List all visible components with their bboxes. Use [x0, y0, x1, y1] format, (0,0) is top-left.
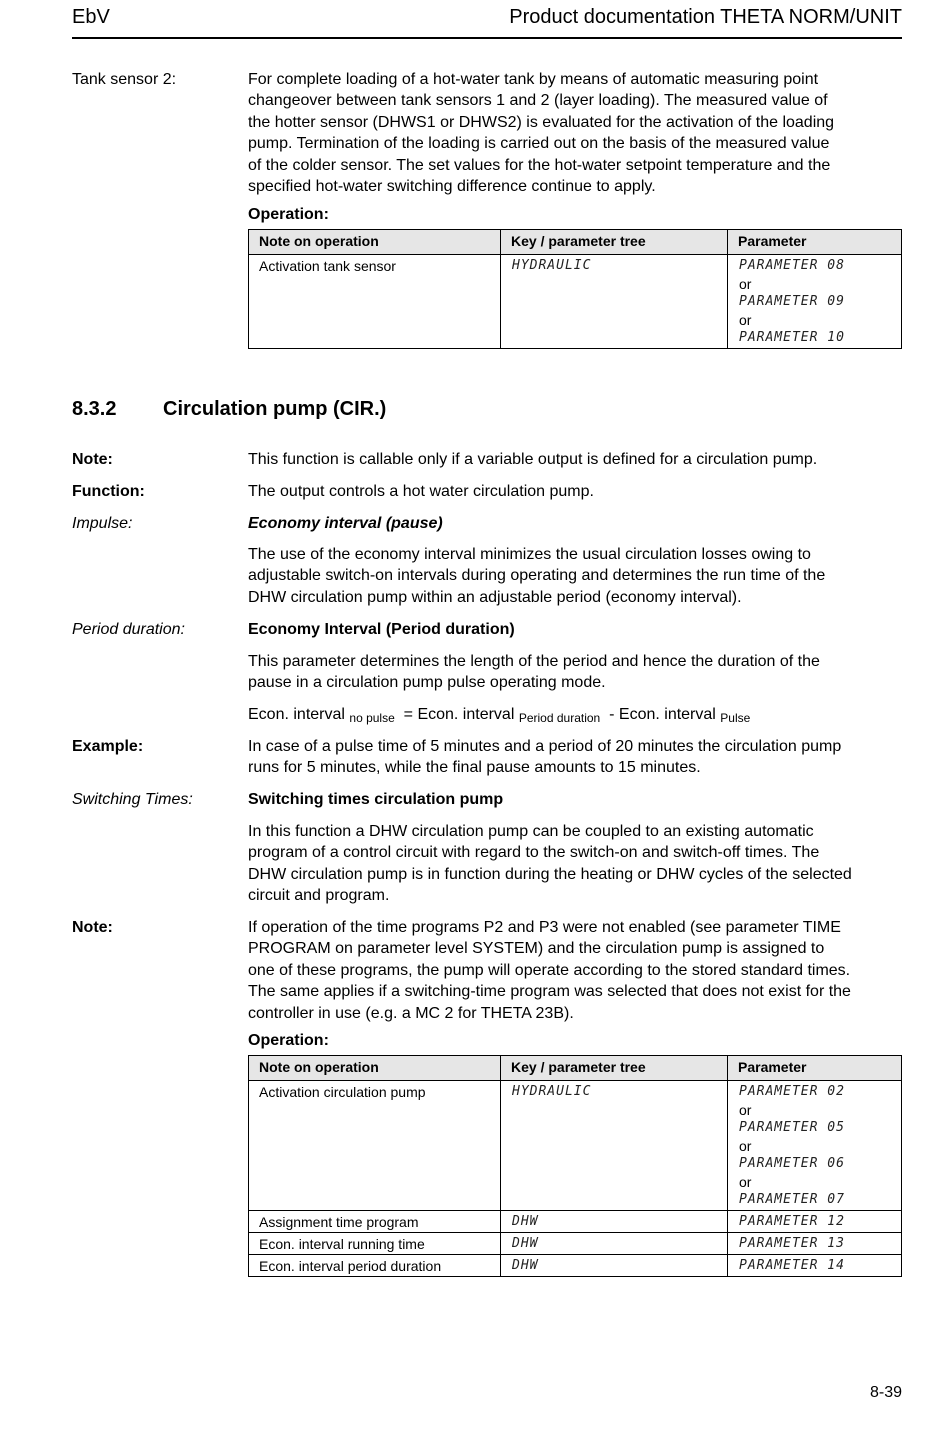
- text-line: circuit and program.: [248, 887, 390, 905]
- text-line: This parameter determines the length of the period and hence the duration of the: [248, 653, 820, 670]
- operation-table-tank-sensor: [248, 229, 902, 349]
- cell-param: [728, 255, 902, 349]
- table-row: [249, 1081, 902, 1211]
- table-row: [249, 1255, 902, 1277]
- example-text: [248, 736, 902, 779]
- cell-note: Econ. interval period duration: [249, 1255, 501, 1277]
- col-param-header: Parameter: [728, 230, 902, 255]
- lcd-text: DHW: [512, 1214, 539, 1229]
- or-text: or: [739, 1174, 752, 1190]
- text-line: For complete loading of a hot-water tank by means of automatic measuring point: [248, 71, 819, 88]
- period-label: Period duration:: [72, 621, 185, 638]
- formula-term: Econ. interval: [248, 706, 345, 723]
- text-line: The use of the economy interval minimizes the usual circulation losses owing to: [248, 546, 811, 563]
- cell-note: Assignment time program: [249, 1211, 501, 1233]
- table-row: [249, 1233, 902, 1255]
- impulse-heading: Economy interval (pause): [248, 515, 443, 532]
- lcd-text: DHW: [512, 1236, 539, 1251]
- function-text: [248, 481, 902, 502]
- table-header-row: [249, 230, 902, 255]
- lcd-text: PARAMETER 05: [739, 1120, 845, 1135]
- period-heading: Economy Interval (Period duration): [248, 621, 515, 638]
- text-line: DHW circulation pump is in function during the heating or DHW cycles of the selected: [248, 865, 852, 883]
- cell-param: [728, 1211, 902, 1233]
- function-label: Function:: [72, 483, 145, 500]
- operation-label-2: Operation:: [248, 1032, 329, 1049]
- cell-key: [501, 1233, 728, 1255]
- text-line: PROGRAM on parameter level SYSTEM) and the circulation pump is assigned to: [248, 940, 825, 958]
- or-text: or: [739, 276, 752, 292]
- lcd-text: PARAMETER 14: [739, 1258, 845, 1273]
- cell-param: [728, 1233, 902, 1255]
- text-line: pump. Termination of the loading is carried out on the basis of the measured value: [248, 135, 830, 153]
- text-line: program of a control circuit with regard to the switch-on and switch-off times. The: [248, 844, 820, 862]
- lcd-text: PARAMETER 12: [739, 1214, 845, 1229]
- or-text: or: [739, 1138, 752, 1154]
- text-line: the hotter sensor (DHWS1 or DHWS2) is evaluated for the activation of the loading: [248, 113, 835, 131]
- switching-text: [248, 821, 902, 907]
- cell-key: [501, 1081, 728, 1211]
- lcd-text: PARAMETER 02: [739, 1084, 845, 1099]
- text-line: The same applies if a switching-time program was selected that does not exist for the: [248, 983, 851, 1001]
- formula-subscript: Period duration: [518, 711, 601, 725]
- cell-note: Activation tank sensor: [249, 255, 501, 349]
- text-line: DHW circulation pump within an adjustable period (economy interval).: [248, 588, 742, 606]
- lcd-text: PARAMETER 10: [739, 330, 845, 345]
- note-text: [248, 449, 902, 470]
- switching-heading: Switching times circulation pump: [248, 791, 504, 808]
- period-text: [248, 651, 902, 694]
- text-line: changeover between tank sensors 1 and 2 (layer loading). The measured value of: [248, 92, 828, 110]
- or-text: or: [739, 312, 752, 328]
- tank-sensor-text: [248, 69, 902, 197]
- lcd-text: PARAMETER 09: [739, 294, 845, 309]
- text-line: adjustable switch-on intervals during operating and determines the run time of the: [248, 567, 826, 585]
- period-formula: [248, 704, 902, 729]
- header-left: EbV: [72, 6, 110, 28]
- cell-key: [501, 1255, 728, 1277]
- cell-key: [501, 255, 728, 349]
- formula-term: - Econ. interval: [609, 706, 716, 723]
- cell-key: [501, 1211, 728, 1233]
- lcd-text: PARAMETER 06: [739, 1156, 845, 1171]
- header-rule: [72, 37, 902, 39]
- text-line: In this function a DHW circulation pump can be coupled to an existing automatic: [248, 823, 814, 840]
- lcd-text: HYDRAULIC: [512, 258, 592, 273]
- lcd-text: PARAMETER 07: [739, 1192, 845, 1207]
- lcd-text: DHW: [512, 1258, 539, 1273]
- note-text-2: [248, 917, 902, 1024]
- formula-subscript: no pulse: [349, 711, 395, 725]
- lcd-text: PARAMETER 13: [739, 1236, 845, 1251]
- text-line: controller in use (e.g. a MC 2 for THETA 23B).: [248, 1004, 574, 1022]
- text-line: runs for 5 minutes, while the final pause amounts to 15 minutes.: [248, 759, 701, 777]
- col-key-header: Key / parameter tree: [501, 1056, 728, 1081]
- or-text: or: [739, 1102, 752, 1118]
- switching-label: Switching Times:: [72, 791, 193, 808]
- operation-label-1: Operation:: [248, 206, 329, 223]
- table-header-row: [249, 1056, 902, 1081]
- cell-param: [728, 1081, 902, 1211]
- formula-term: = Econ. interval: [403, 706, 515, 723]
- section-number: 8.3.2: [72, 398, 117, 420]
- table-row: [249, 1211, 902, 1233]
- text-line: The output controls a hot water circulation pump.: [248, 483, 594, 500]
- impulse-label: Impulse:: [72, 515, 133, 532]
- text-line: This function is callable only if a variable output is defined for a circulation pump.: [248, 451, 818, 468]
- note-label-2: Note:: [72, 919, 113, 936]
- header-title: Product documentation THETA NORM/UNIT: [509, 6, 902, 28]
- cell-param: [728, 1255, 902, 1277]
- text-line: If operation of the time programs P2 and P3 were not enabled (see parameter TIME: [248, 919, 841, 936]
- formula-subscript: Pulse: [720, 711, 751, 725]
- col-note-header: Note on operation: [249, 230, 501, 255]
- section-title: Circulation pump (CIR.): [163, 398, 387, 420]
- lcd-text: PARAMETER 08: [739, 258, 845, 273]
- col-key-header: Key / parameter tree: [501, 230, 728, 255]
- example-label: Example:: [72, 738, 144, 755]
- text-line: one of these programs, the pump will operate according to the stored standard times.: [248, 961, 851, 979]
- text-line: In case of a pulse time of 5 minutes and a period of 20 minutes the circulation pump: [248, 738, 842, 755]
- cell-note: Econ. interval running time: [249, 1233, 501, 1255]
- table-row: [249, 255, 902, 349]
- cell-note: Activation circulation pump: [249, 1081, 501, 1211]
- tank-sensor-label: Tank sensor 2:: [72, 71, 177, 88]
- impulse-text: [248, 544, 902, 608]
- col-param-header: Parameter: [728, 1056, 902, 1081]
- lcd-text: HYDRAULIC: [512, 1084, 592, 1099]
- operation-table-circulation-pump: [248, 1055, 902, 1277]
- note-label: Note:: [72, 451, 113, 468]
- page-number: 8-39: [869, 1384, 902, 1401]
- col-note-header: Note on operation: [249, 1056, 501, 1081]
- formula-line: [248, 704, 902, 729]
- text-line: of the colder sensor. The set values for the hot-water setpoint temperature and the: [248, 156, 831, 174]
- text-line: pause in a circulation pump pulse operating mode.: [248, 674, 606, 692]
- text-line: specified hot-water switching difference continue to apply.: [248, 178, 656, 196]
